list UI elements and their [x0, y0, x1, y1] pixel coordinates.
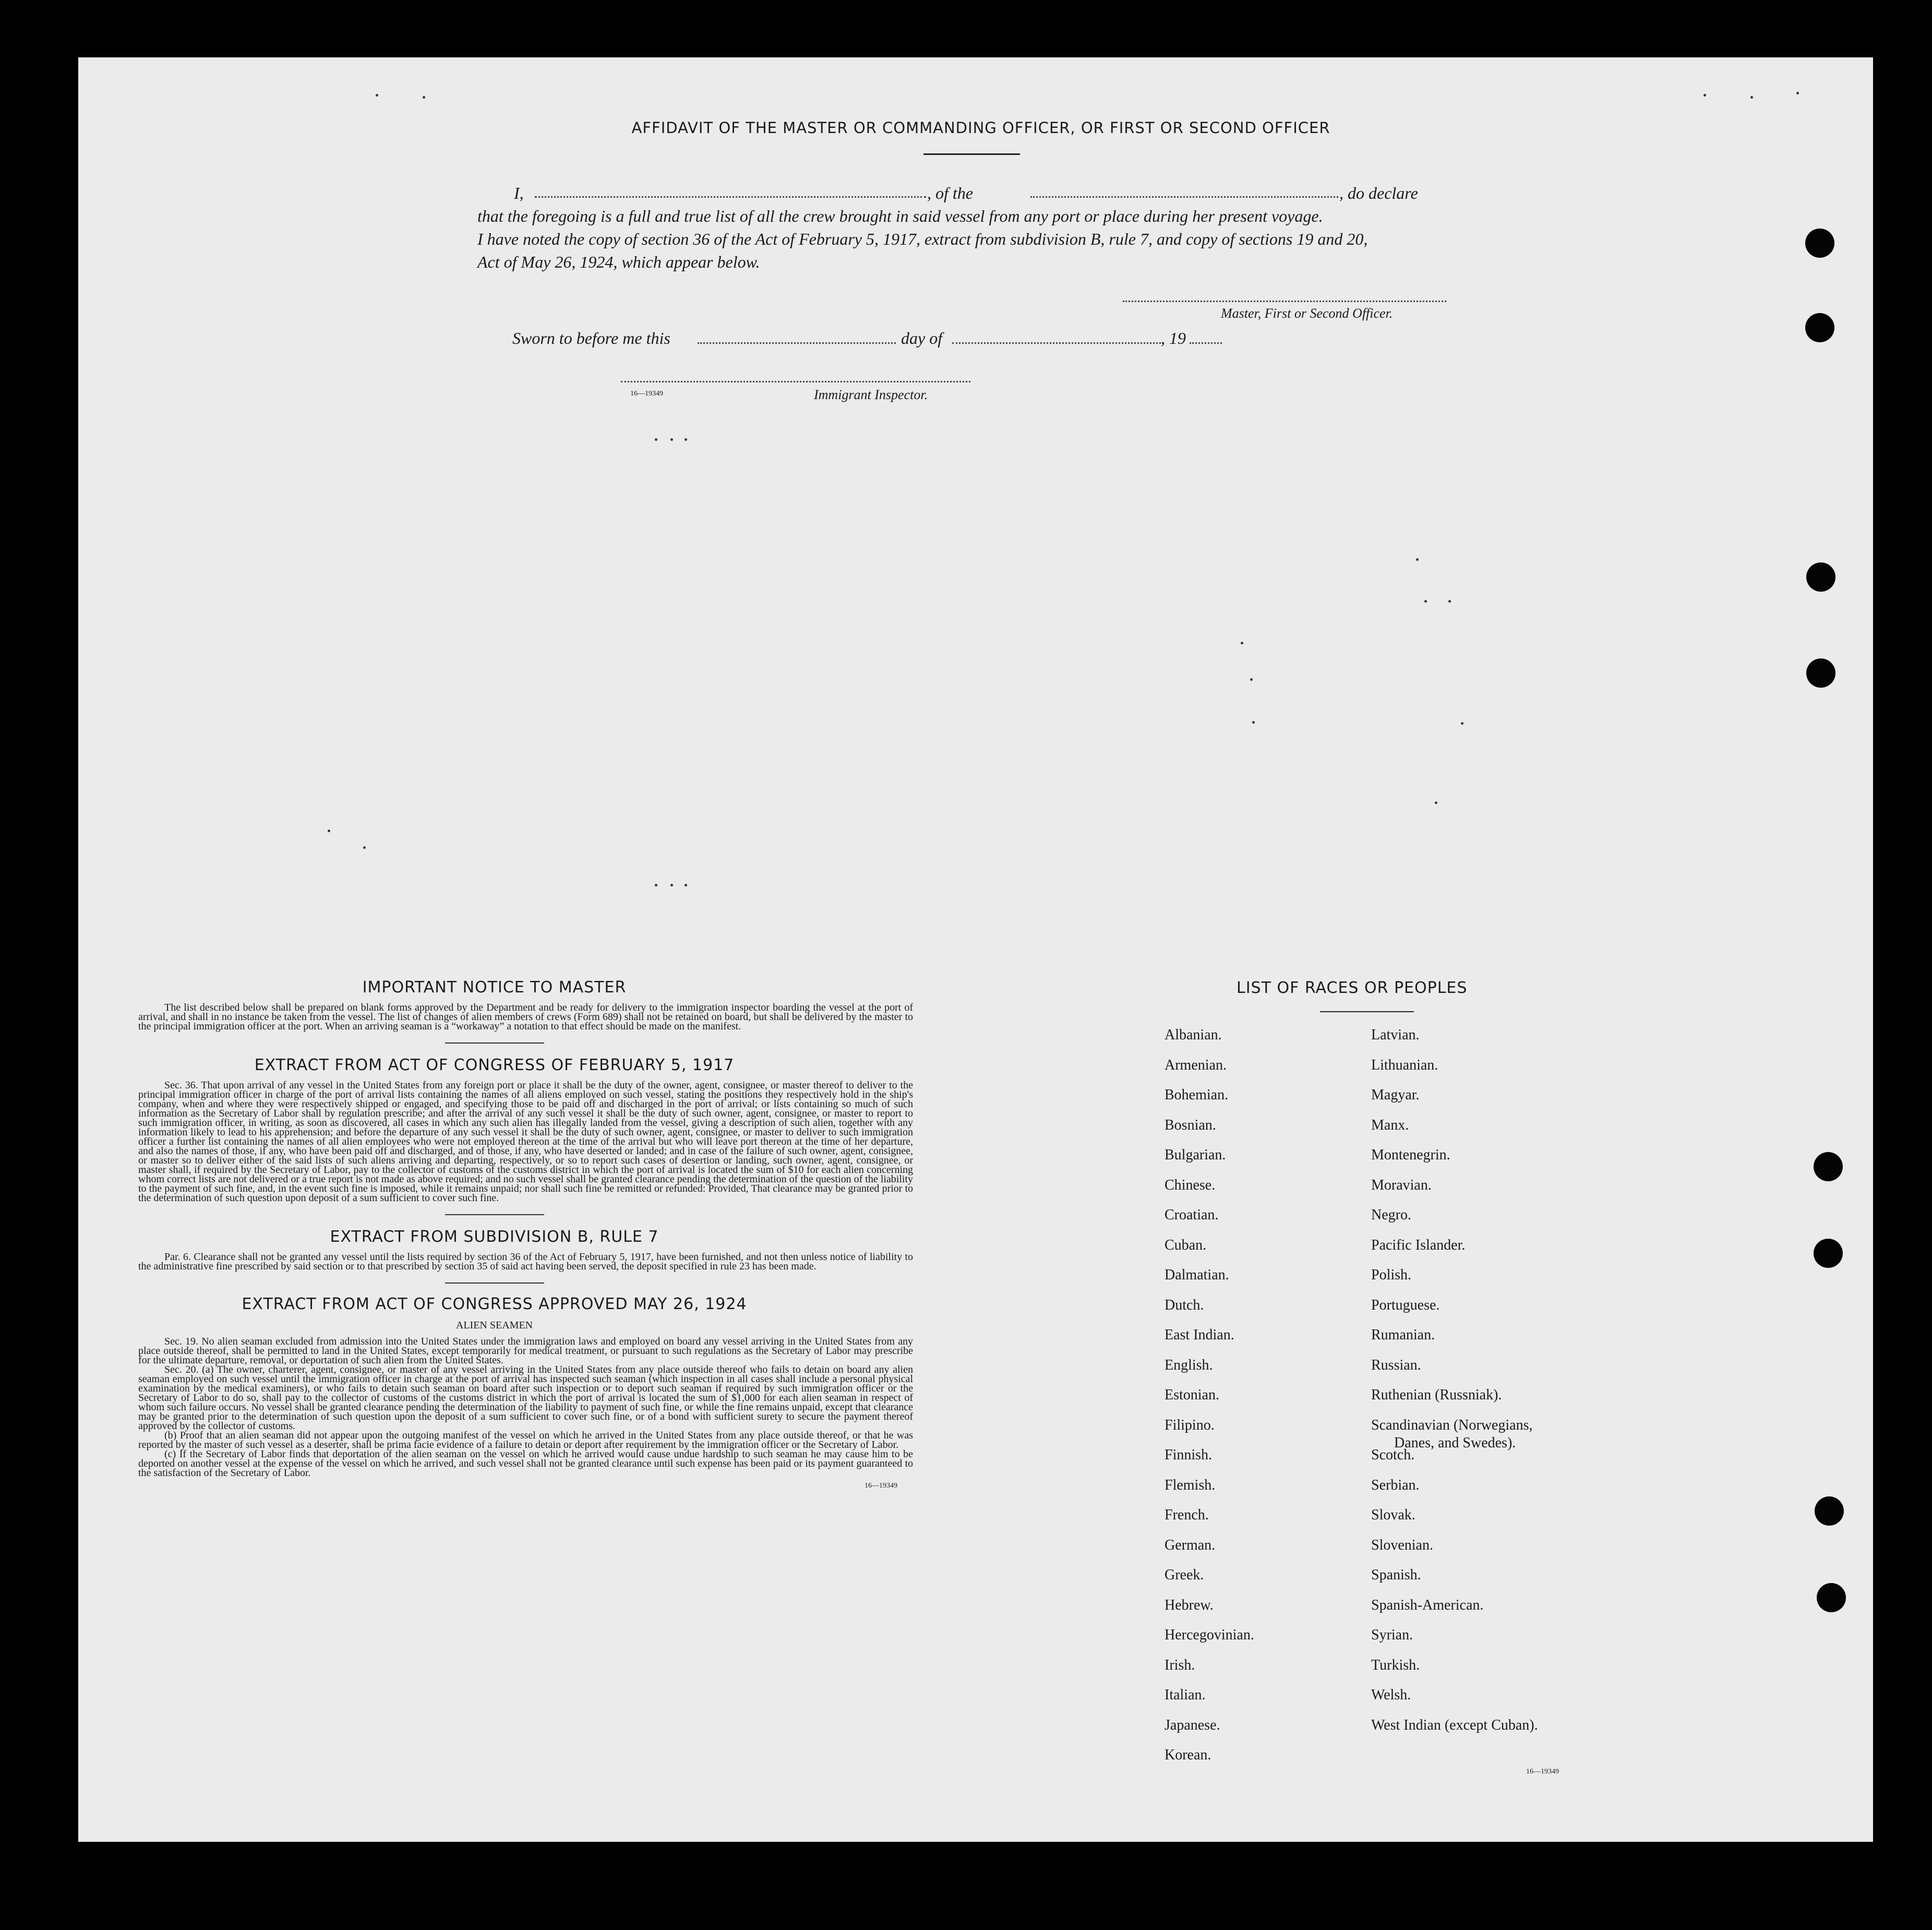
sworn-year-field[interactable]: [1190, 342, 1222, 344]
punch-hole: [1815, 1496, 1844, 1526]
race-item: Cuban.: [1165, 1237, 1207, 1253]
speck: [655, 438, 657, 441]
punch-hole: [1806, 658, 1835, 688]
race-item: Turkish.: [1371, 1657, 1420, 1673]
master-signature-line[interactable]: [1123, 301, 1446, 302]
sec-19-body: Sec. 19. No alien seaman excluded from admission into the United States under the immigration laws and employed on board any vessel arriving in the United States from any place outside thereof, shall be permitted to land in the United States, except temporarily for medical treatment, or pursuant to such regulations as the Secretary of Labor may prescribe for the ultimate departure, removal, or deportation of such alien from the United States.: [138, 1336, 913, 1366]
race-item: Flemish.: [1165, 1477, 1216, 1493]
race-item: Russian.: [1371, 1357, 1421, 1373]
races-form-number: 16—19349: [1526, 1768, 1559, 1776]
race-item: Scotch.: [1371, 1447, 1415, 1463]
race-item: Dalmatian.: [1165, 1267, 1229, 1283]
speck: [685, 438, 687, 441]
race-item: Portuguese.: [1371, 1297, 1440, 1313]
declaration-do-declare: , do declare: [1339, 184, 1418, 202]
race-item: Hercegovinian.: [1165, 1627, 1254, 1643]
declaration-of-the: , of the: [927, 184, 973, 202]
affidavit-body: [477, 182, 1469, 273]
speck: [1435, 801, 1437, 804]
race-item: Chinese.: [1165, 1177, 1216, 1193]
declaration-line-1: [477, 182, 1469, 205]
inspector-label: Immigrant Inspector.: [814, 387, 928, 402]
race-item: Magyar.: [1371, 1087, 1420, 1103]
race-item: Latvian.: [1371, 1027, 1420, 1043]
race-item: East Indian.: [1165, 1327, 1234, 1343]
sworn-year: , 19: [1161, 329, 1186, 347]
races-title: LIST OF RACES OR PEOPLES: [1237, 979, 1468, 997]
punch-hole: [1805, 313, 1834, 342]
race-item: Montenegrin.: [1371, 1147, 1450, 1163]
race-item: Danes, and Swedes).: [1394, 1434, 1516, 1451]
rule-7-title: EXTRACT FROM SUBDIVISION B, RULE 7: [330, 1228, 659, 1246]
race-item: Slovak.: [1371, 1507, 1415, 1523]
master-signature-label: Master, First or Second Officer.: [1221, 306, 1393, 321]
section-divider: [445, 1282, 544, 1284]
speck: [1703, 94, 1706, 97]
race-item: English.: [1165, 1357, 1213, 1373]
punch-hole: [1814, 1152, 1843, 1181]
sec-20a-body: Sec. 20. (a) The owner, charterer, agent, consignee, or master of any vessel arriving in the United States from any place outside thereof who fails to detain on board any alien seaman employed on such vessel until the immigration officer in charge at the port of arrival has inspected such seaman (which inspection in all cases shall include a personal physical examination by the medical examiners), or who fails to detain such seaman on board after such inspection or to deport such seaman if required by such immigration officer or the Secretary of Labor to do so, shall pay to the collector of customs of the customs district in which the port of arrival is located the sum of $1,000 for each alien seaman in respect of whom such failure occurs. No vessel shall be granted clearance pending the determination of the liability to payment of such fine, or while the fine remains unpaid, except that clearance may be granted prior to the determination of such question upon the deposit of a sum sufficient to cover such fine, or of a bond with sufficient surety to secure the payment thereof approved by the collector of customs.: [138, 1364, 913, 1432]
race-item: Manx.: [1371, 1117, 1409, 1133]
title-underline: [923, 153, 1020, 155]
race-item: Welsh.: [1371, 1687, 1411, 1703]
sworn-prefix: Sworn to before me this: [512, 329, 670, 347]
race-item: Greek.: [1165, 1567, 1204, 1583]
speck: [1796, 92, 1799, 94]
race-item: Bosnian.: [1165, 1117, 1216, 1133]
extract-1917-body: Sec. 36. That upon arrival of any vessel in the United States from any foreign port or place it shall be the duty of the owner, agent, consignee, or master thereof to deliver to the principal immigration officer in charge of the port of arrival lists containing the names of all aliens employed on such vessel, stating the positions they respectively hold in the ship's company, when and where they were respectively shipped or engaged, and specifying those to be paid off and discharged in the port of arrival; or lists containing so much of such information as the Secretary of Labor shall by regulation prescribe; and after the arrival of any such vessel it shall be the duty of such owner, agent, consignee, or master to report to such immigration officer, in writing, as soon as discovered, all cases in which any such alien has illegally landed from the vessel, giving a description of such alien, together with any information likely to lead to his apprehension; and before the departure of any such vessel it shall be the duty of such owner, agent, consignee, or master to deliver to such immigration officer a further list containing the names of all alien employees who were not employed thereon at the time of the arrival but who will leave port thereon at the time of her departure, and also the names of those, if any, who have been paid off and discharged, and of those, if any, who have deserted or landed; and in case of the failure of such owner, agent, consignee, or master so to deliver either of the said lists of such aliens arriving and departing, respectively, or so to report such cases of desertion or landing, such owner, agent, consignee, or master shall, if required by the Secretary of Labor, pay to the collector of customs of the customs district in which the port of arrival is located the sum of $10 for each alien concerning whom correct lists are not delivered or a true report is not made as above required; and no such vessel shall be granted clearance pending the determination of the question of the liability to the payment of such fine, and, in the event such fine is imposed, while it remains unpaid; nor shall such fine be remitted or refunded: Provided, That clearance may be granted prior to the determination of such question upon deposit of a sum sufficient to cover such fine.: [138, 1080, 913, 1204]
affidavit-form-number: 16—19349: [630, 390, 663, 398]
speck: [1461, 722, 1463, 725]
extract-1924-subtitle: ALIEN SEAMEN: [455, 1320, 533, 1331]
extract-1924-form-number: 16—19349: [865, 1482, 897, 1490]
race-item: Spanish-American.: [1371, 1597, 1484, 1613]
extract-1917-title: EXTRACT FROM ACT OF CONGRESS OF FEBRUARY 5, 1917: [254, 1056, 735, 1074]
race-item: Dutch.: [1165, 1297, 1204, 1313]
speck: [670, 884, 673, 886]
race-item: Korean.: [1165, 1747, 1211, 1763]
race-item: Irish.: [1165, 1657, 1195, 1673]
race-item: Pacific Islander.: [1371, 1237, 1466, 1253]
speck: [655, 884, 657, 886]
race-item: French.: [1165, 1507, 1209, 1523]
race-item: Polish.: [1371, 1267, 1412, 1283]
race-item: Syrian.: [1371, 1627, 1413, 1643]
declaration-line-4: Act of May 26, 1924, which appear below.: [477, 253, 760, 271]
notice-title: IMPORTANT NOTICE TO MASTER: [362, 978, 627, 997]
punch-hole: [1814, 1239, 1843, 1268]
race-item: Armenian.: [1165, 1057, 1227, 1073]
notices-column: [138, 978, 913, 1490]
race-item: Bohemian.: [1165, 1087, 1229, 1103]
affidavit-title: AFFIDAVIT OF THE MASTER OR COMMANDING OFFICER, OR FIRST OR SECOND OFFICER: [631, 119, 1330, 137]
race-item: West Indian (except Cuban).: [1371, 1717, 1538, 1733]
race-item: Italian.: [1165, 1687, 1206, 1703]
vessel-name-field[interactable]: [1030, 196, 1338, 198]
section-divider: [445, 1042, 544, 1044]
race-item: Filipino.: [1165, 1417, 1215, 1433]
extract-1924-title: EXTRACT FROM ACT OF CONGRESS APPROVED MAY 26, 1924: [242, 1295, 747, 1313]
declaration-line-2: that the foregoing is a full and true list of all the crew brought in said vessel from any port or place during her present voyage.: [477, 207, 1323, 225]
punch-hole: [1817, 1583, 1846, 1612]
race-item: Hebrew.: [1165, 1597, 1214, 1613]
sworn-line: [512, 329, 1243, 350]
race-item: Bulgarian.: [1165, 1147, 1226, 1163]
section-divider: [445, 1214, 544, 1215]
race-item: Finnish.: [1165, 1447, 1213, 1463]
race-item: Estonian.: [1165, 1387, 1219, 1403]
speck: [670, 438, 673, 441]
sworn-month-field[interactable]: [952, 342, 1161, 344]
sec-20b-body: (b) Proof that an alien seaman did not appear upon the outgoing manifest of the vessel on which he arrived in the United States from any place outside thereof, or that he was reported by the master of such vessel as a deserter, shall be prima facie evidence of a failure to detain or deport after requirement by the immigration officer or the Secretary of Labor.: [138, 1430, 913, 1451]
race-item: Scandinavian (Norwegians,: [1371, 1417, 1533, 1433]
speck: [1241, 642, 1243, 644]
rule-7-body: Par. 6. Clearance shall not be granted any vessel until the lists required by section 36 of the Act of February 5, 1917, have been furnished, and not then unless notice of liability to the administrative fine prescribed by said section or to that prescribed by section 35 of said act having been served, the deposit specified in rule 23 has been made.: [138, 1251, 913, 1272]
race-item: Serbian.: [1371, 1477, 1420, 1493]
race-item: Slovenian.: [1371, 1537, 1433, 1553]
race-item: Ruthenian (Russniak).: [1371, 1387, 1502, 1403]
speck: [423, 96, 425, 99]
speck: [376, 94, 378, 97]
sworn-day-of: day of: [901, 329, 943, 347]
punch-hole: [1806, 562, 1835, 592]
speck: [1448, 600, 1451, 603]
race-item: Croatian.: [1165, 1207, 1219, 1223]
speck: [1416, 558, 1419, 561]
speck: [1250, 678, 1253, 681]
race-item: Negro.: [1371, 1207, 1411, 1223]
race-item: Rumanian.: [1371, 1327, 1435, 1343]
sec-20c-body: (c) If the Secretary of Labor finds that deportation of the alien seaman on the vessel on which he arrived would cause undue hardship to such seaman he may cause him to be deported on another vessel at the expense of the vessel on which he arrived, and such vessel shall not be granted clearance until such expense has been paid or its payment guaranteed to the satisfaction of the Secretary of Labor.: [138, 1448, 913, 1479]
inspector-signature-line[interactable]: [621, 381, 970, 382]
sworn-day-field[interactable]: [698, 342, 896, 344]
document-sheet: [78, 57, 1873, 1842]
declarant-name-field[interactable]: [535, 196, 926, 198]
speck: [328, 830, 330, 832]
race-item: Japanese.: [1165, 1717, 1220, 1733]
notice-body: The list described below shall be prepared on blank forms approved by the Department and be ready for delivery to the immigration inspector boarding the vessel at the port of arrival, and shall in no instance be taken from the vessel. The list of changes of alien members of crews (Form 689) shall not be retained on board, but shall be delivered by the master to the principal immigration officer at the port. When an arriving seaman is a “workaway” a notation to that effect should be made on the manifest.: [138, 1002, 913, 1032]
race-item: Albanian.: [1165, 1027, 1222, 1043]
race-item: Lithuanian.: [1371, 1057, 1438, 1073]
punch-hole: [1805, 229, 1834, 258]
speck: [1750, 96, 1753, 99]
declaration-line-3: I have noted the copy of section 36 of the Act of February 5, 1917, extract from subdivision B, rule 7, and copy of sections 19 and 20,: [477, 230, 1368, 248]
declaration-i: I,: [514, 184, 524, 202]
race-item: Spanish.: [1371, 1567, 1421, 1583]
race-item: German.: [1165, 1537, 1216, 1553]
races-title-underline: [1320, 1011, 1414, 1012]
speck: [1424, 600, 1427, 603]
speck: [1252, 721, 1255, 724]
speck: [685, 884, 687, 886]
race-item: Moravian.: [1371, 1177, 1432, 1193]
speck: [363, 846, 366, 849]
